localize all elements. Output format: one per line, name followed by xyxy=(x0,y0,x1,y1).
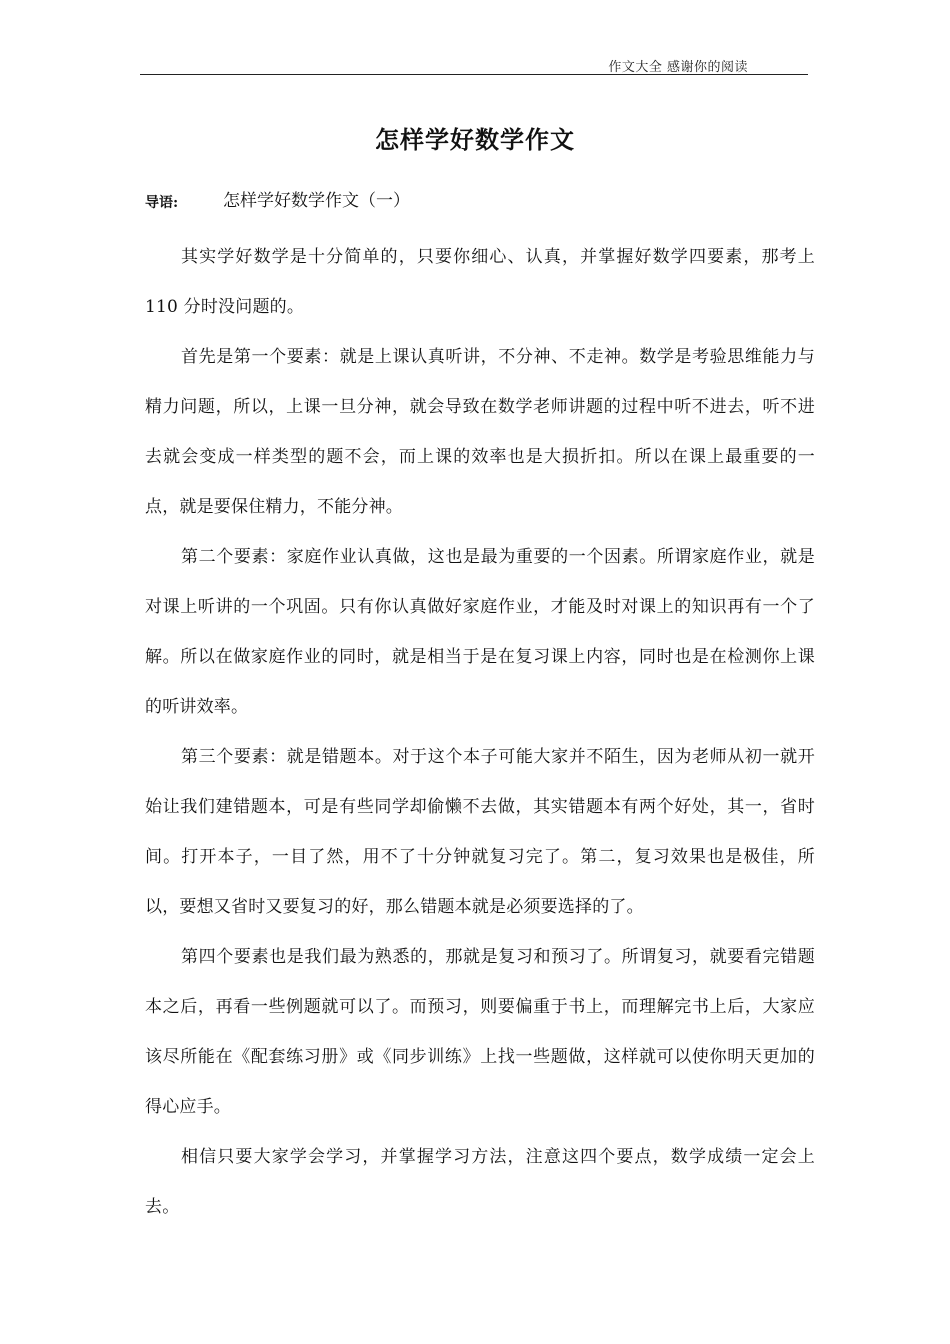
paragraph: 相信只要大家学会学习，并掌握学习方法，注意这四个要点，数学成绩一定会上去。 xyxy=(145,1147,815,1217)
paragraph: 其实学好数学是十分简单的，只要你细心、认真，并掌握好数学四要素，那考上 110 分时没问题的。 xyxy=(145,247,815,317)
page-header xyxy=(140,52,808,75)
document-body xyxy=(145,232,815,1232)
paragraph: 首先是第一个要素：就是上课认真听讲，不分神、不走神。数学是考验思维能力与精力问题，所以，上课一旦分神，就会导致在数学老师讲题的过程中听不进去，听不进去就会变成一样类型的题不会，而上课的效率也是大损折扣。所以在课上最重要的一点，就是要保住精力，不能分神。 xyxy=(145,347,815,517)
intro-row xyxy=(145,186,815,216)
paragraph: 第四个要素也是我们最为熟悉的，那就是复习和预习了。所谓复习，就要看完错题本之后，再看一些例题就可以了。而预习，则要偏重于书上，而理解完书上后，大家应该尽所能在《配套练习册》或《同步训练》上找一些题做，这样就可以使你明天更加的得心应手。 xyxy=(145,947,815,1117)
paragraph: 第二个要素：家庭作业认真做，这也是最为重要的一个因素。所谓家庭作业，就是对课上听讲的一个巩固。只有你认真做好家庭作业，才能及时对课上的知识再有一个了解。所以在做家庭作业的同时，就是相当于是在复习课上内容，同时也是在检测你上课的听讲效率。 xyxy=(145,547,815,717)
paragraph: 第三个要素：就是错题本。对于这个本子可能大家并不陌生，因为老师从初一就开始让我们建错题本，可是有些同学却偷懒不去做，其实错题本有两个好处，其一，省时间。打开本子，一目了然，用不了十分钟就复习完了。第二，复习效果也是极佳，所以，要想又省时又要复习的好，那么错题本就是必须要选择的了。 xyxy=(145,747,815,917)
intro-label: 导语: xyxy=(145,195,179,211)
header-running-text: 作文大全 感谢你的阅读 xyxy=(608,60,748,75)
intro-subtitle: 怎样学好数学作文（一） xyxy=(223,191,410,211)
document-title: 怎样学好数学作文 xyxy=(375,125,575,154)
